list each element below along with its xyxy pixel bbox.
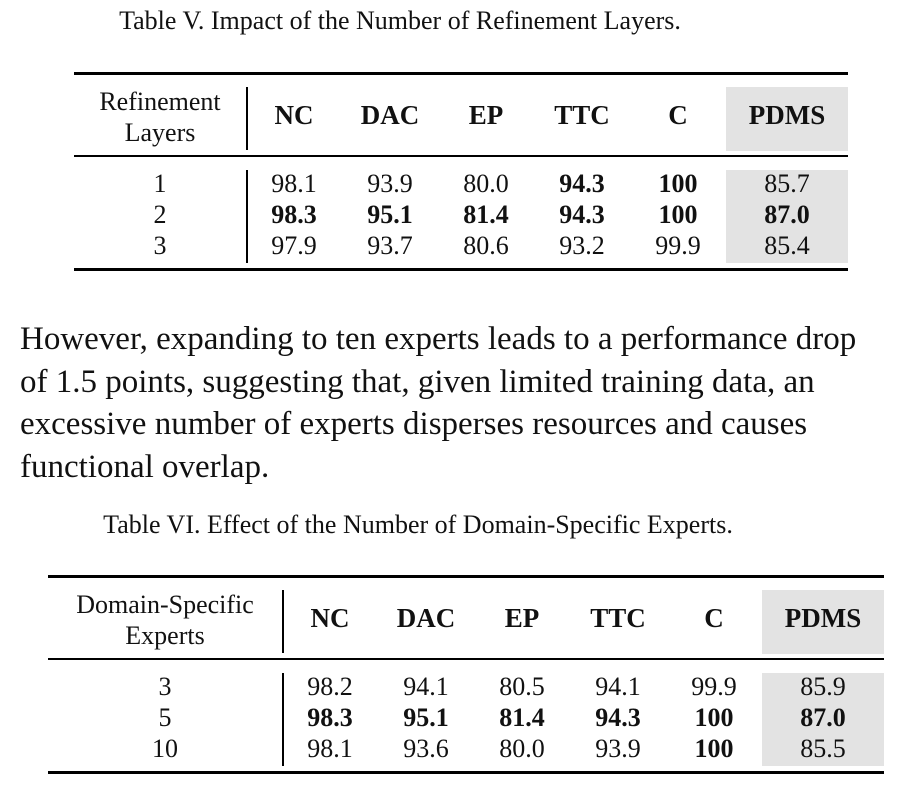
paragraph-line-4: functional overlap. [20, 448, 270, 485]
cell-dac: 95.1 [403, 703, 449, 732]
cell-nc: 98.1 [307, 734, 353, 763]
cell-dac: 93.6 [403, 734, 449, 763]
column-header-c: C [704, 603, 724, 633]
column-header-ttc: TTC [554, 100, 610, 130]
table-vi [48, 575, 884, 775]
table-v [74, 72, 848, 272]
bottom-rule [48, 771, 884, 774]
cell-nc: 97.9 [271, 231, 317, 260]
cell-pdms: 87.0 [764, 200, 810, 229]
paragraph-line-3: excessive number of experts disperses resources and causes [20, 406, 808, 442]
cell-nc: 98.3 [307, 703, 353, 732]
cell-pdms: 85.7 [764, 169, 810, 198]
cell-ttc: 93.2 [559, 231, 605, 260]
body-divider [246, 170, 248, 263]
paragraph-line-1: However, expanding to ten experts leads to a performance drop [20, 321, 857, 357]
row-header [74, 86, 246, 148]
cell-ttc: 93.9 [595, 734, 641, 763]
cell-pdms: 85.5 [800, 734, 846, 763]
header-divider [246, 87, 248, 150]
row-header-line-2: Layers [124, 118, 196, 147]
cell-nc: 98.1 [271, 169, 317, 198]
column-header-dac: DAC [396, 603, 456, 633]
row-label: 10 [152, 734, 178, 763]
cell-ep: 80.0 [463, 169, 509, 198]
top-rule [74, 72, 848, 75]
column-header-pdms: PDMS [784, 603, 862, 633]
cell-pdms: 87.0 [800, 703, 846, 732]
top-rule [48, 575, 884, 578]
cell-ttc: 94.1 [595, 672, 641, 701]
cell-c: 99.9 [691, 672, 737, 701]
cell-ep: 81.4 [499, 703, 545, 732]
column-header-nc: NC [274, 100, 314, 130]
column-header-ep: EP [468, 100, 504, 130]
column-header-dac: DAC [360, 100, 420, 130]
table-v-caption: Table V. Impact of the Number of Refinement Layers. [119, 6, 681, 35]
column-header-c: C [668, 100, 688, 130]
cell-dac: 95.1 [367, 200, 413, 229]
cell-c: 100 [694, 734, 734, 763]
cell-ep: 81.4 [463, 200, 509, 229]
mid-rule [48, 658, 884, 660]
row-header-line-1: Refinement [99, 87, 221, 116]
cell-pdms: 85.9 [800, 672, 846, 701]
cell-dac: 93.9 [367, 169, 413, 198]
cell-ttc: 94.3 [559, 169, 605, 198]
column-header-ep: EP [504, 603, 540, 633]
cell-dac: 93.7 [367, 231, 413, 260]
cell-ttc: 94.3 [559, 200, 605, 229]
row-label: 5 [158, 703, 172, 732]
row-header [48, 589, 282, 651]
cell-c: 100 [658, 200, 698, 229]
cell-c: 100 [658, 169, 698, 198]
cell-pdms: 85.4 [764, 231, 810, 260]
row-label: 1 [153, 169, 167, 198]
cell-nc: 98.3 [271, 200, 317, 229]
cell-ep: 80.6 [463, 231, 509, 260]
column-header-pdms: PDMS [748, 100, 826, 130]
paragraph-line-2: of 1.5 points, suggesting that, given limited training data, an [20, 363, 815, 400]
table-vi-caption: Table VI. Effect of the Number of Domain-Specific Experts. [103, 510, 733, 539]
cell-ttc: 94.3 [595, 703, 641, 732]
row-label: 3 [153, 231, 167, 260]
row-header-line-1: Domain-Specific [76, 590, 254, 619]
column-header-ttc: TTC [590, 603, 646, 633]
row-header-line-2: Experts [125, 621, 205, 650]
cell-nc: 98.2 [307, 672, 353, 701]
mid-rule [74, 155, 848, 157]
body-paragraph [20, 318, 898, 488]
cell-ep: 80.0 [499, 734, 545, 763]
cell-ep: 80.5 [499, 672, 545, 701]
column-header-nc: NC [310, 603, 350, 633]
row-label: 3 [158, 672, 172, 701]
header-divider [282, 590, 284, 653]
cell-c: 99.9 [655, 231, 701, 260]
bottom-rule [74, 268, 848, 271]
cell-c: 100 [694, 703, 734, 732]
cell-dac: 94.1 [403, 672, 449, 701]
body-divider [282, 673, 284, 766]
row-label: 2 [153, 200, 167, 229]
